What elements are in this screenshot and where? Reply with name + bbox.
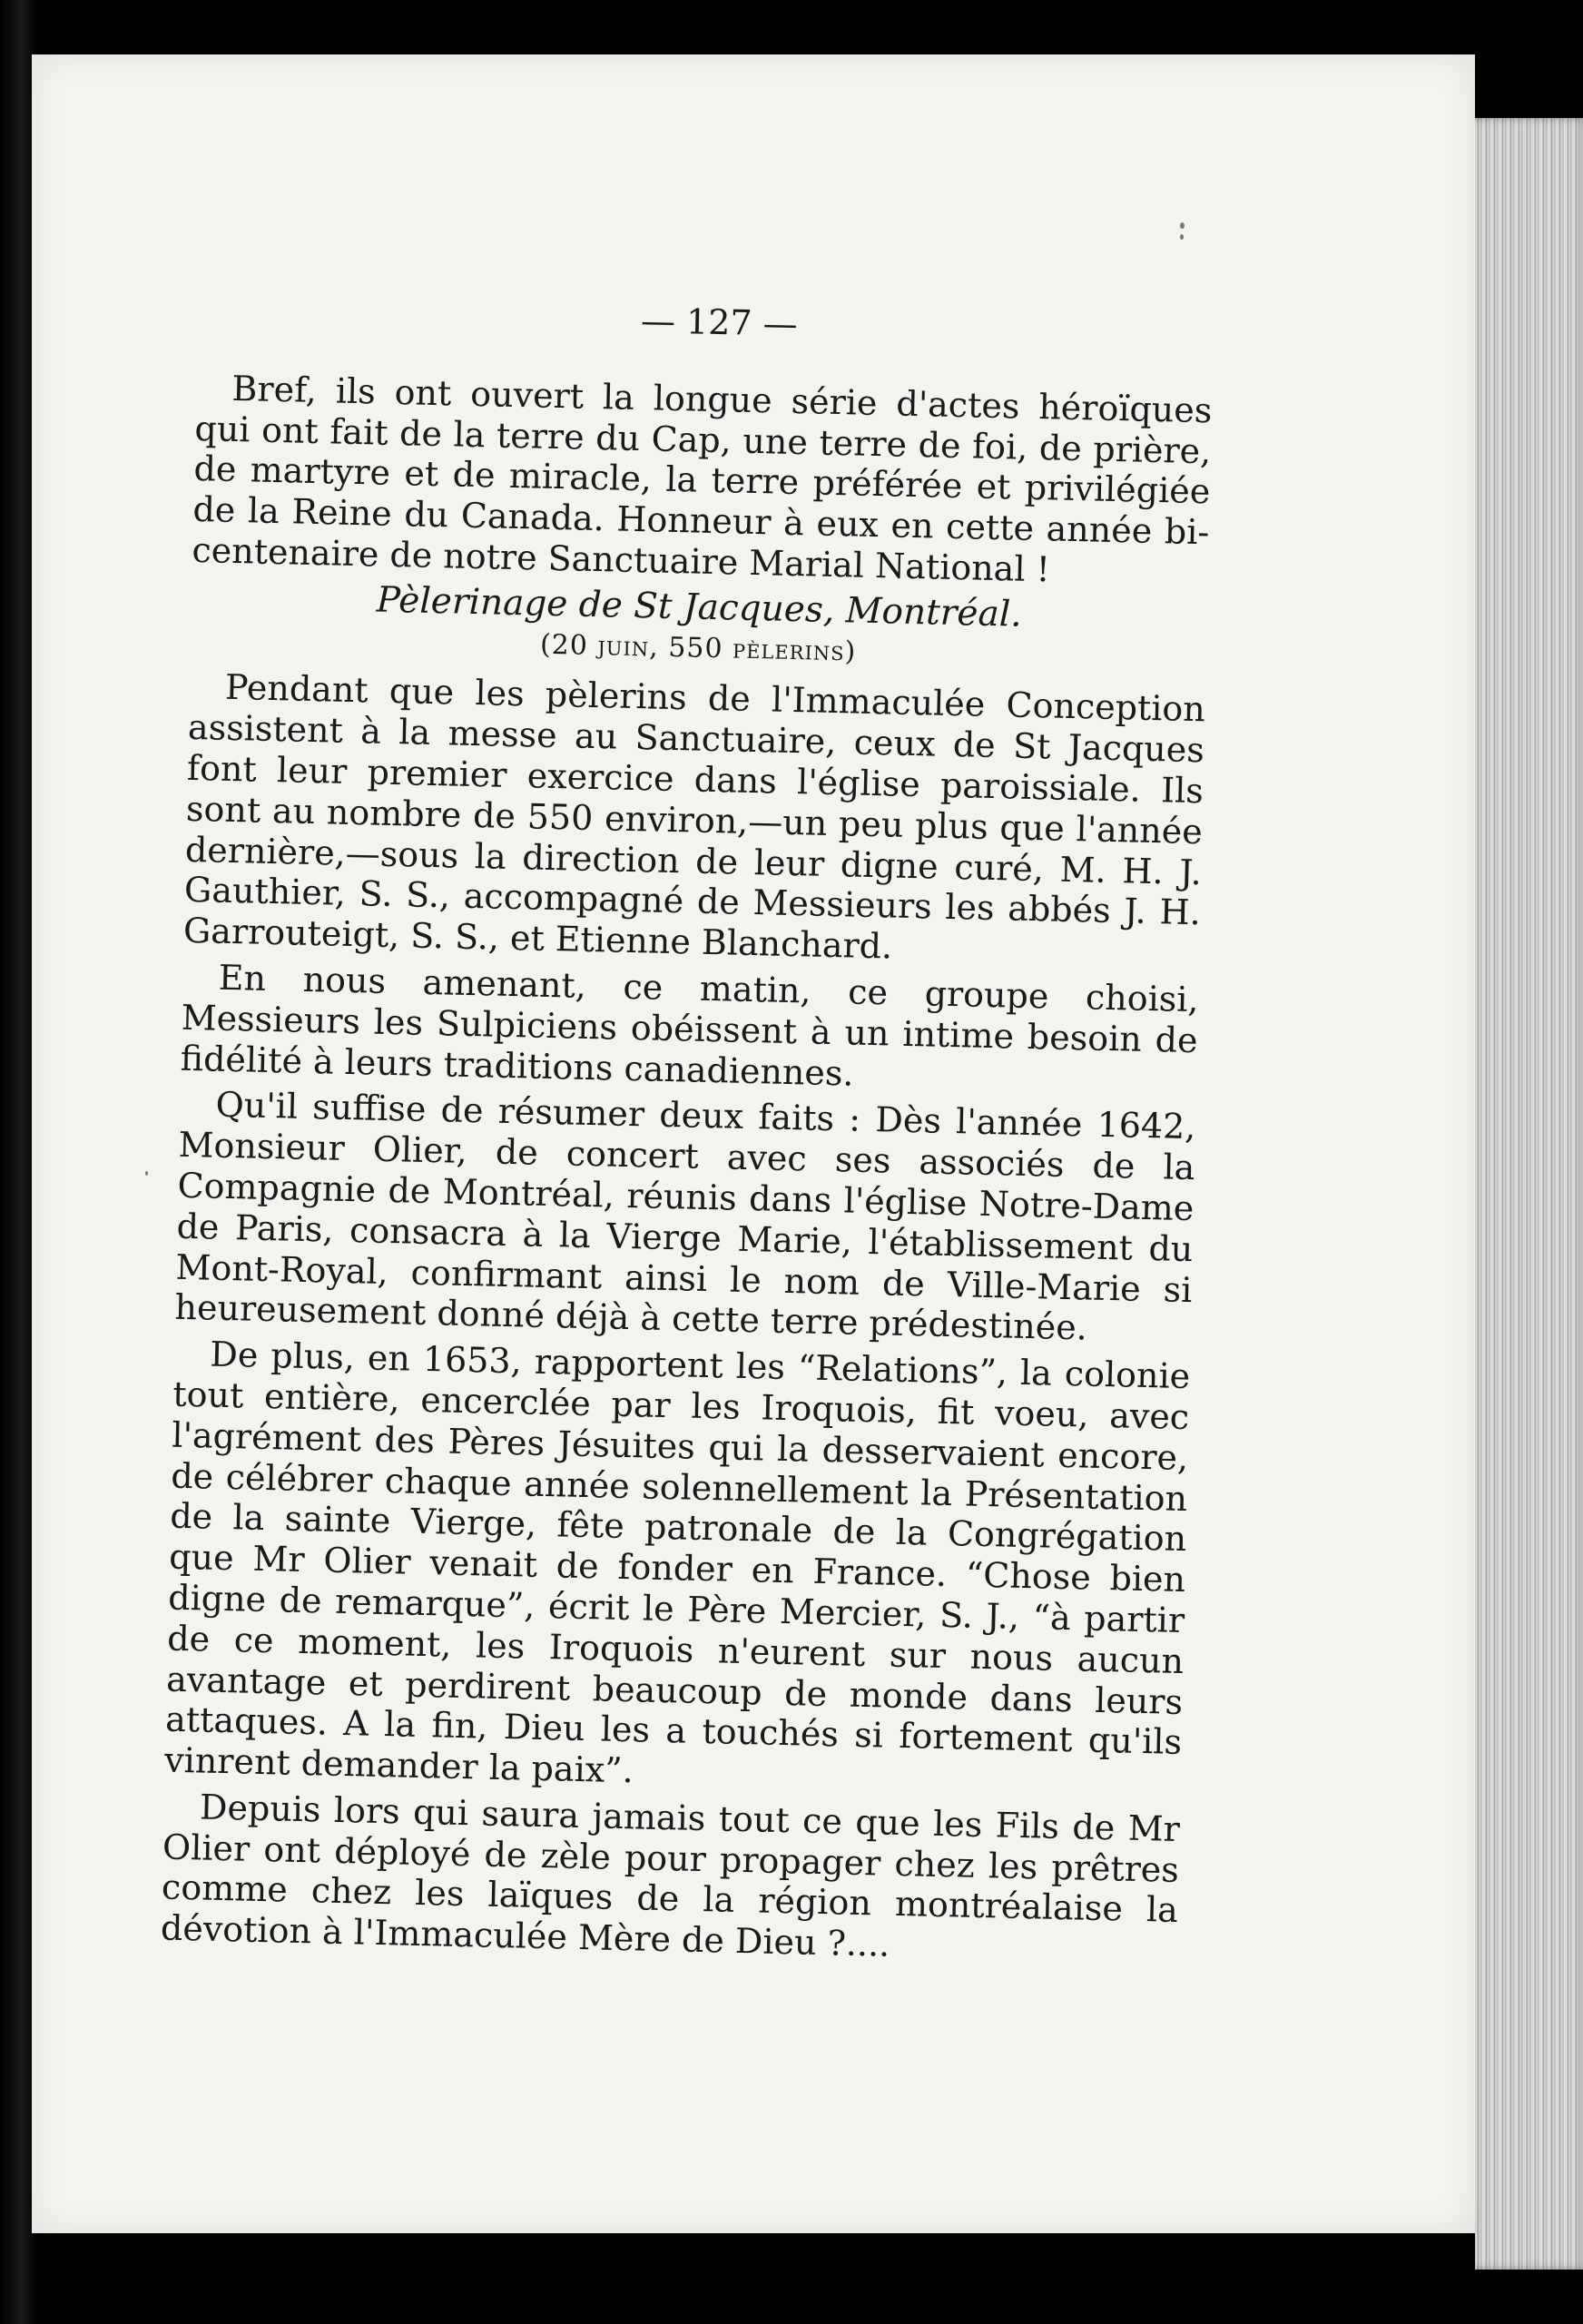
section-subtitle: (20 juin, 550 pèlerins) bbox=[539, 628, 857, 668]
paragraph: De plus, en 1653, rapportent les “Relations”, la colonie tout entière, encerclée par les Iroquois, fit voeu, avec l'agrément des Pères Jésuites qui la desservaient encore, de célébrer chaque année solennellement la Présentation de la sainte Vierge, fête patronale de la Congrégation que Mr Olier venait de fonder en France. “Chose bien digne de remarque”, écrit le Père Mercier, S. J., “à partir de ce moment, les Iroquois n'eurent sur nous aucun avantage et perdirent beaucoup de monde dans leurs attaques. A la fin, Dieu les a touchés si fortement qu'ils vinrent demander la paix”. bbox=[163, 1334, 1191, 1791]
dust-speck bbox=[1180, 234, 1184, 240]
page-text bbox=[160, 290, 1214, 1977]
dust-speck bbox=[145, 1171, 148, 1176]
paragraph: En nous amenant, ce matin, ce groupe choisi, Messieurs les Sulpiciens obéissent à un intime besoin de fidélité à leurs traditions canadiennes. bbox=[180, 957, 1200, 1094]
page-number: — 127 — bbox=[640, 300, 799, 344]
section-title: Pèlerinage de St Jacques, Montréal. bbox=[376, 579, 1023, 635]
paragraph: Qu'il suffise de résumer deux faits : Dès l'année 1642, Monsieur Olier, de concert avec ses associés de la Compagnie de Montréal, réunis dans l'église Notre-Dame de Paris, consacra à la Vierge Marie, l'établissement du Mont-Royal, confirmant ainsi le nom de Ville-Marie si heureusement donné déjà à cette terre prédestinée. bbox=[174, 1085, 1196, 1348]
binding-gutter bbox=[0, 0, 36, 2324]
paragraph: Bref, ils ont ouvert la longue série d'actes héroïques qui ont fait de la terre du Cap, une terre de foi, de prière, de martyre et de miracle, la terre préférée et privilégiée de la Reine du Canada. Honneur à eux en cette année bi-centenaire de notre Sanctuaire Marial National ! bbox=[192, 368, 1213, 590]
paragraph: Depuis lors qui saura jamais tout ce que les Fils de Mr Olier ont déployé de zèle pour propager chez les prêtres comme chez les laïques de la région montréalaise la dévotion à l'Immaculée Mère de Dieu ?.... bbox=[160, 1787, 1181, 1965]
paragraph: Pendant que les pèlerins de l'Immaculée Conception assistent à la messe au Sanctuaire, ceux de St Jacques font leur premier exercice dans l'église paroissiale. Ils sont au nombre de 550 environ,—un peu plus que l'année dernière,—sous la direction de leur digne curé, M. H. J. Gauthier, S. S., accompagné de Messieurs les abbés J. H. Garrouteigt, S. S., et Etienne Blanchard. bbox=[182, 667, 1206, 967]
dust-speck bbox=[1180, 222, 1185, 229]
page-edges-stack bbox=[1475, 118, 1583, 2270]
